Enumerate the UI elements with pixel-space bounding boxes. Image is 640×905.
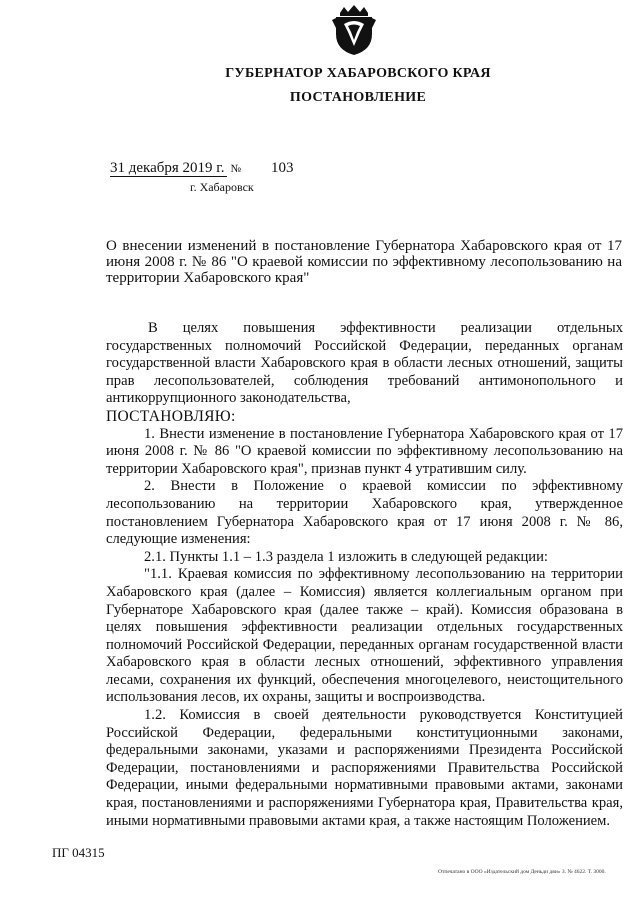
decree-word: ПОСТАНОВЛЯЮ: — [106, 407, 236, 425]
printer-imprint: Отпечатано в ООО «Издательский дом Деньди дви» З. № 4622. Т. 3000. — [438, 869, 606, 875]
preamble-paragraph: В целях повышения эффективности реализации отдельных государственных полномочий Российской Федерации, переданных органам государственной власти Хабаровского края в области лесных отношений, защиты прав лесопользователей, соблюдения требований антимонопольного и антикоррупционного законодательства, — [106, 320, 623, 407]
document-number: 103 — [271, 160, 294, 176]
date-number-line — [110, 160, 294, 177]
issuing-authority: ГУБЕРНАТОР ХАБАРОВСКОГО КРАЯ — [225, 66, 491, 81]
clause-1-1-paragraph: "1.1. Краевая комиссия по эффективному лесопользованию на территории Хабаровского края (далее – Комиссия) является коллегиальным органом при Губернаторе Хабаровского края (далее также – край). Комиссия образована в целях повышения эффективности реализации отдельных государственных полномочий Российской Федерации, переданных органам государственной власти Хабаровского края в области лесных отношений, эффективного управления лесами, сохранения их функций, обеспечения многоцелевого, неистощительного использования лесов, их охраны, защиты и воспроизводства. — [106, 566, 623, 706]
clause-1-2-paragraph: 1.2. Комиссия в своей деятельности руководствуется Конституцией Российской Федерации, федеральными конституционными законами, федеральными законами, указами и распоряжениями Президента Российской Федерации, постановлениями и распоряжениями Правительства Российской Федерации, иными федеральными нормативными правовыми актами, законами края, постановлениями и распоряжениями Губернатора края, Правительства края, иными нормативными правовыми актами края, а также настоящим Положением. — [106, 707, 623, 829]
document-city: г. Хабаровск — [190, 180, 254, 194]
number-label: № — [230, 163, 241, 175]
document-type: ПОСТАНОВЛЕНИЕ — [289, 90, 427, 105]
item-2-paragraph: 2. Внести в Положение о краевой комиссии по эффективному лесопользованию на территории Хабаровского края, утвержденное постановлением Губернатора Хабаровского края от 17 июня 2008 г. № 86, следующие изменения: — [106, 478, 623, 548]
coat-of-arms-icon — [330, 4, 378, 56]
document-body — [106, 320, 623, 830]
document-subject: О внесении изменений в постановление Губернатора Хабаровского края от 17 июня 2008 г. № 86 "О краевой комиссии по эффективному лесопользованию на территории Хабаровского края" — [106, 238, 622, 286]
item-2-1-paragraph: 2.1. Пункты 1.1 – 1.3 раздела 1 изложить в следующей редакции: — [144, 548, 548, 565]
item-1-paragraph: 1. Внести изменение в постановление Губернатора Хабаровского края от 17 июня 2008 г. № 86 "О краевой комиссии по эффективному лесопользованию на территории Хабаровского края", признав пункт 4 утратившим силу. — [106, 425, 623, 477]
document-date: 31 декабря 2019 г. — [110, 160, 225, 176]
form-code: ПГ 04315 — [52, 845, 105, 860]
